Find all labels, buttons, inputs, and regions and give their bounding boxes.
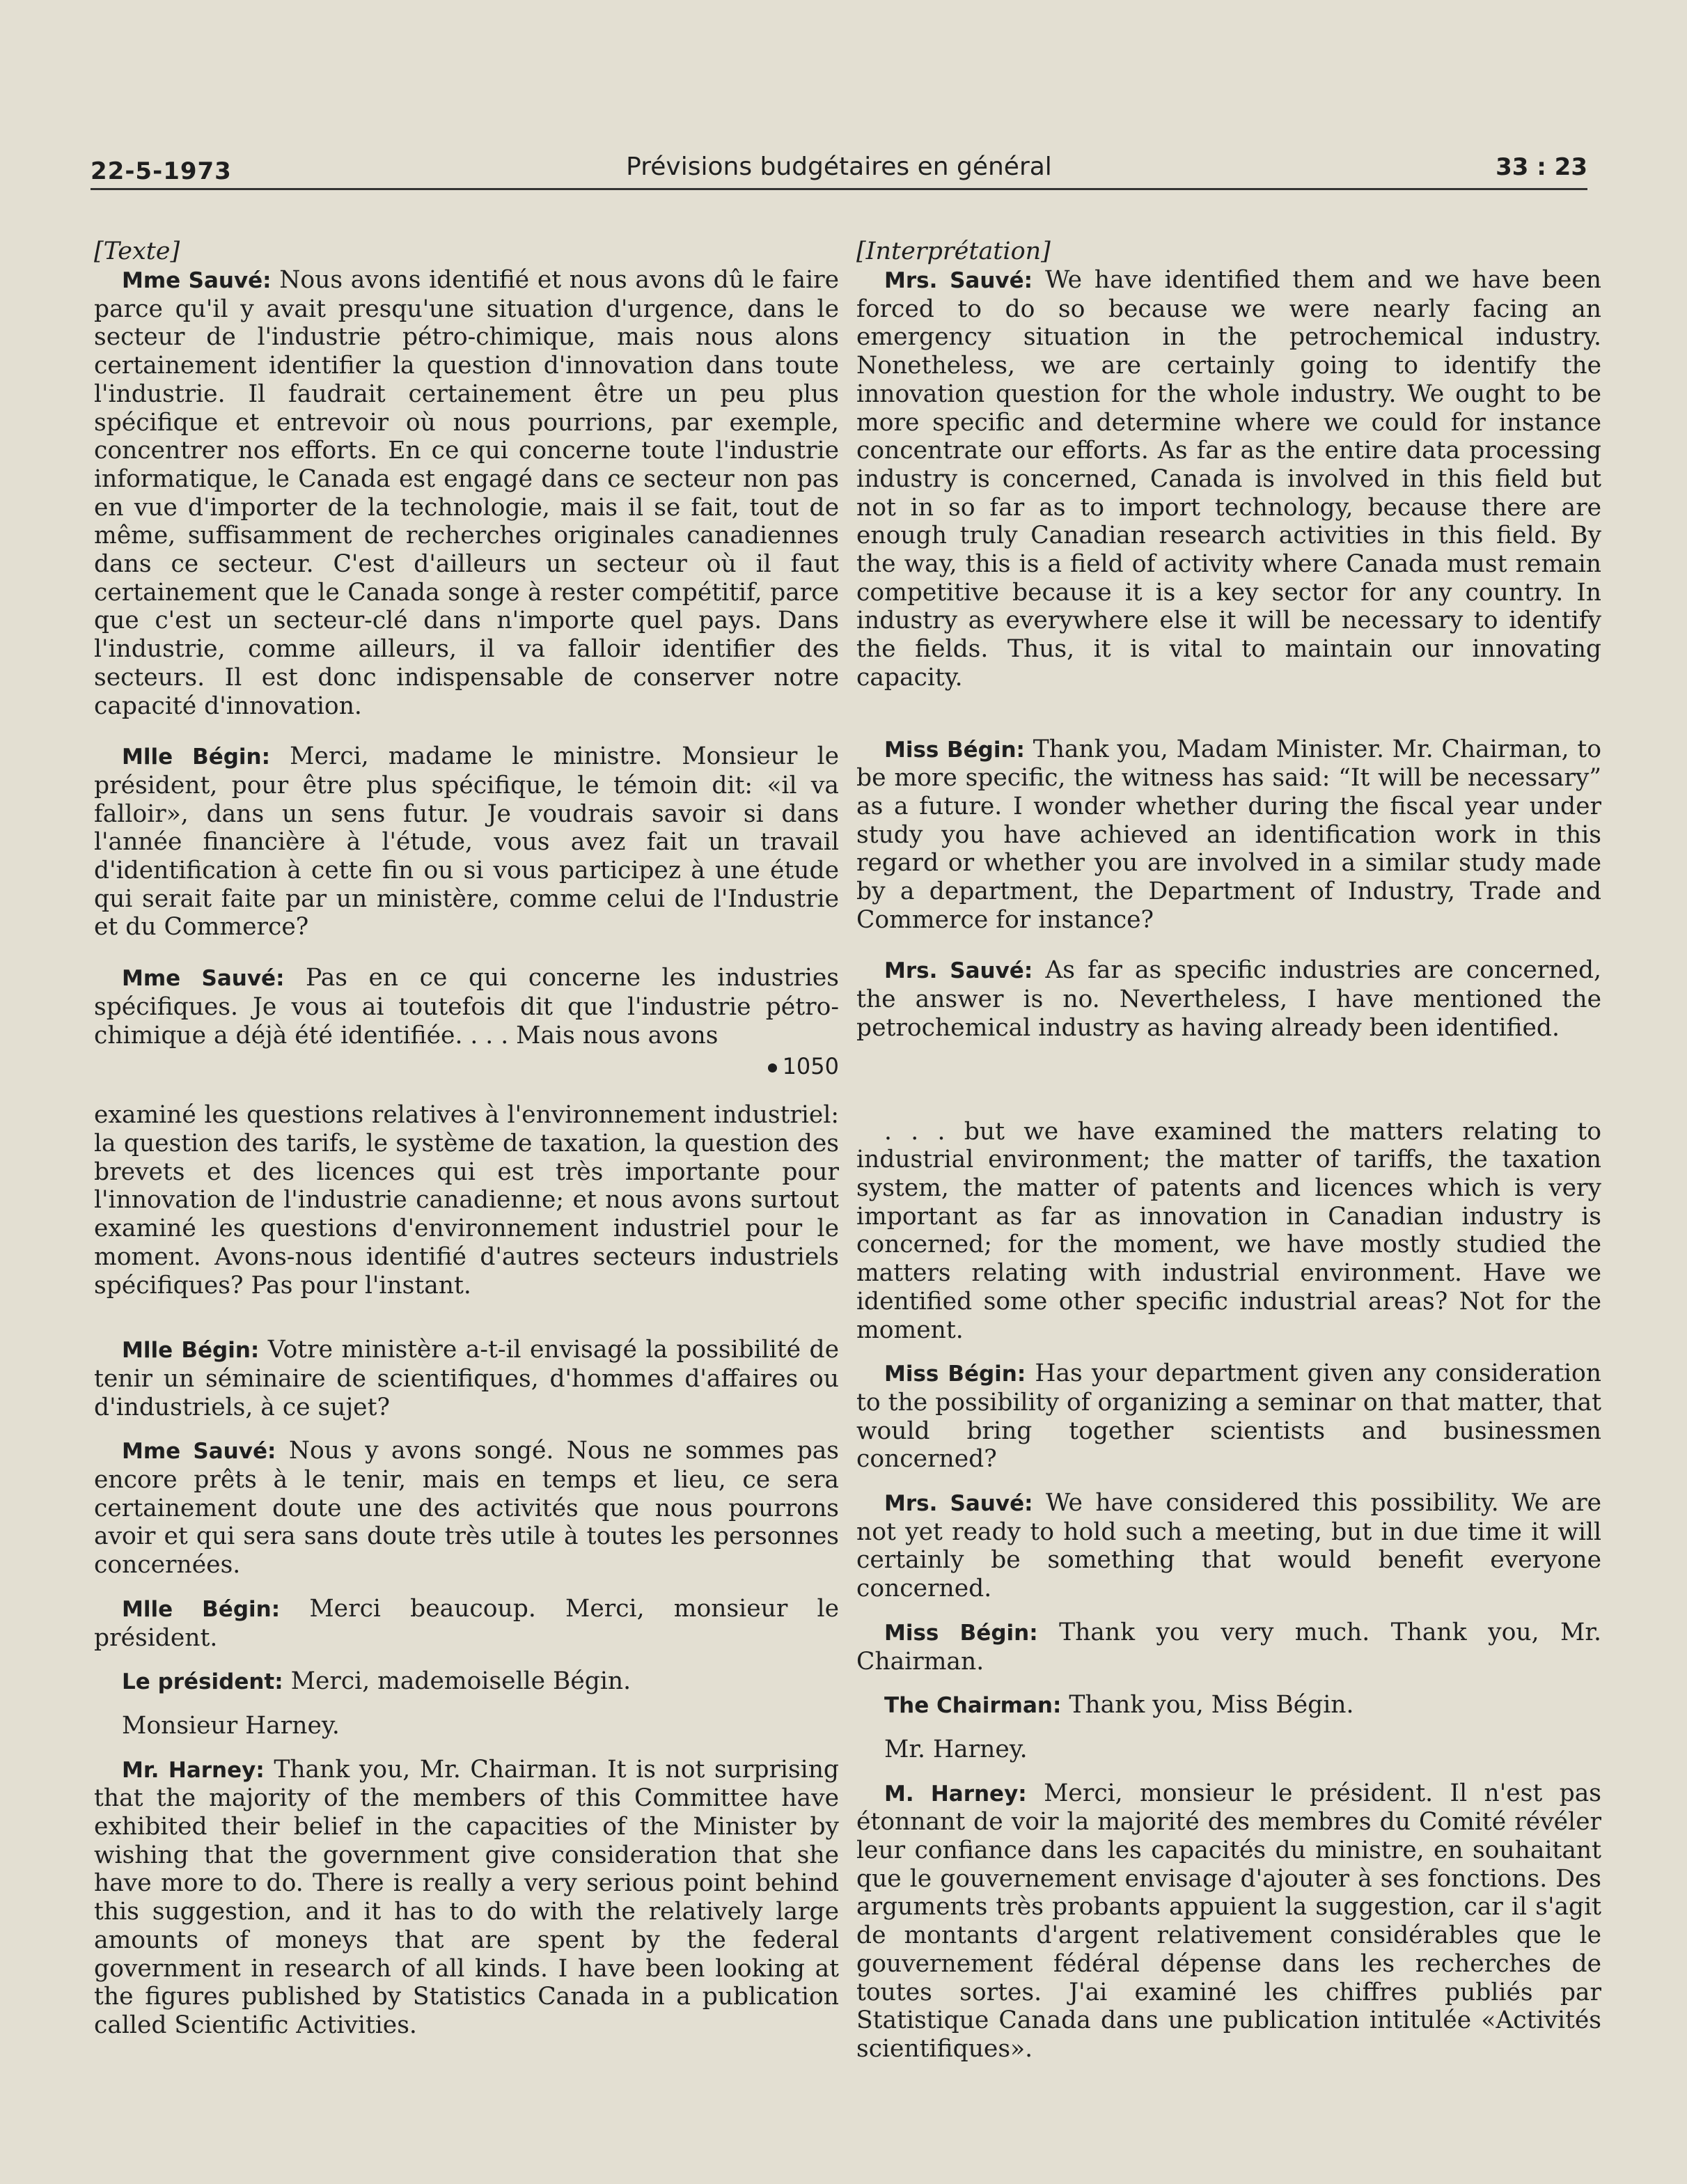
paragraph bbox=[856, 735, 1601, 935]
paragraph bbox=[94, 266, 839, 720]
paragraph-text: Pas en ce qui concerne les industries spécifiques. Je vous ai toutefois dit que l'industrie pétro-chimique a déjà été identifiée. . . . Mais nous avons bbox=[94, 964, 840, 1050]
speaker-name: Mme Sauvé: bbox=[122, 268, 272, 293]
paragraph bbox=[94, 964, 839, 1050]
paragraph bbox=[856, 1691, 1601, 1720]
paragraph bbox=[856, 266, 1601, 692]
language-tag: [Texte] bbox=[94, 237, 180, 265]
paragraph-text: Has your department given any consideration to the possibility of organizing a seminar on that matter, that would bring together scientists and businessmen concerned? bbox=[856, 1359, 1602, 1474]
speaker-name: Mlle Bégin: bbox=[122, 744, 271, 770]
paragraph-text: examiné les questions relatives à l'environnement industriel: la question des tarifs, le système de taxation, la question des brevets et des licences qui est très importante pour l'innovation de l'industrie canadienne; et nous avons surtout examiné les questions d'environnement industriel pour le moment. Avons-nous identifié d'autres secteurs industriels spécifiques? Pas pour l'instant. bbox=[94, 1101, 839, 1300]
paragraph-text: Nous y avons songé. Nous ne sommes pas encore prêts à le tenir, mais en temps et lieu, ce sera certainement doute une des activités que nous pourrons avoir et qui sera sans doute très utile à toutes les personnes concernées. bbox=[94, 1437, 839, 1580]
paragraph-text: Thank you, Madam Minister. Mr. Chairman, to be more specific, the witness has said: “It will be necessary” as a future. I wonder whether during the fiscal year under study you have achieved an identification work in this regard or whether you are involved in a similar study made by a department, the Department of Industry, Trade and Commerce for instance? bbox=[856, 735, 1602, 934]
paragraph bbox=[856, 1736, 1601, 1764]
paragraph bbox=[856, 1618, 1601, 1676]
speaker-name: Miss Bégin: bbox=[884, 1620, 1038, 1646]
paragraph bbox=[856, 1779, 1601, 2064]
speaker-name: Miss Bégin: bbox=[884, 1362, 1026, 1387]
paragraph bbox=[94, 1667, 839, 1696]
left-column bbox=[94, 237, 839, 2040]
paragraph-text: We have considered this possibility. We are not yet ready to hold such a meeting, but in due time it will certainly be something that would benefit everyone concerned. bbox=[856, 1489, 1601, 1603]
speaker-name: Mrs. Sauvé: bbox=[884, 1491, 1033, 1517]
paragraph-text: Nous avons identifié et nous avons dû le faire parce qu'il y avait presqu'une situation d'urgence, dans le secteur de l'industrie pétro-chimique, mais nous alons certainement identifier la question d'innovation dans toute l'industrie. Il faudrait certainement être un peu plus spécifique et entrevoir où nous pourrions, par exemple, concentrer nos efforts. En ce qui concerne toute l'industrie informatique, le Canada est engagé dans ce secteur non pas en vue d'importer de la technologie, mais il se fait, tout de même, suffisamment de recherches originales canadiennes dans ce secteur. C'est d'ailleurs un secteur où il faut certainement que le Canada songe à rester compétitif, parce que c'est un secteur-clé dans n'importe quel pays. Dans l'industrie, comme ailleurs, il va falloir identifier des secteurs. Il est donc indispensable de conserver notre capacité d'innovation. bbox=[94, 266, 840, 720]
paragraph-text: Votre ministère a-t-il envisagé la possibilité de tenir un séminaire de scientifiques, d'hommes d'affaires ou d'industriels, à ce sujet? bbox=[94, 1336, 840, 1421]
paragraph-text: . . . but we have examined the matters relating to industrial environment; the matter of tariffs, the taxation system, the matter of patents and licences which is very important as far as innovation in Canadian industry is concerned; for the moment, we have mostly studied the matters relating with industrial environment. Have we identified some other specific industrial areas? Not for the moment. bbox=[856, 1117, 1601, 1344]
paragraph-text: Thank you, Miss Bégin. bbox=[1069, 1691, 1354, 1719]
speaker-name: Miss Bégin: bbox=[884, 737, 1025, 763]
paragraph bbox=[856, 956, 1601, 1042]
paragraph bbox=[94, 1712, 839, 1740]
paragraph-text: As far as specific industries are concerned, the answer is no. Nevertheless, I have mentioned the petrochemical industry as having already been identified. bbox=[856, 956, 1601, 1042]
paragraph bbox=[94, 1336, 839, 1421]
paragraph bbox=[94, 1437, 839, 1580]
paragraph-text: Thank you very much. Thank you, Mr. Chairman. bbox=[856, 1618, 1601, 1676]
page-header bbox=[91, 139, 1587, 190]
time-marker-text: 1050 bbox=[782, 1053, 839, 1080]
language-tag: [Interprétation] bbox=[856, 237, 1051, 265]
speaker-name: Mrs. Sauvé: bbox=[884, 958, 1033, 984]
paragraph bbox=[856, 1489, 1601, 1603]
paragraph bbox=[94, 1101, 839, 1300]
speaker-name: The Chairman: bbox=[884, 1693, 1062, 1719]
paragraph-text: We have identified them and we have been forced to do so because we were nearly facing an emergency situation in the petrochemical industry. Nonetheless, we are certainly going to identify the innovation question for the whole industry. We ought to be more specific and determine where we could for instance concentrate our efforts. As far as the entire data processing industry is concerned, Canada is involved in this field but not in so far as to import technology, because there are enough truly Canadian research activities in this field. By the way, this is a field of activity where Canada must remain competitive because it is a key sector for any country. In industry as everywhere else it will be necessary to identify the fields. Thus, it is vital to maintain our innovating capacity. bbox=[856, 266, 1601, 692]
right-column bbox=[856, 237, 1601, 2064]
speaker-name: Mme Sauvé: bbox=[122, 966, 285, 992]
paragraph-text: Merci, monsieur le président. Il n'est pas étonnant de voir la majorité des membres du Comité révéler leur confiance dans les capacités du ministre, en souhaitant que le gouvernement envisage d'ajouter à ses fonctions. Des arguments très probants appuient la suggestion, car il s'agit de montants d'argent relativement considérables que le gouvernement fédéral dépense dans les recherches de toutes sortes. J'ai examiné les chiffres publiés par Statistique Canada dans une publication intitulée «Activités scientifiques». bbox=[856, 1779, 1601, 2063]
speaker-name: M. Harney: bbox=[884, 1781, 1027, 1807]
header-title: Prévisions budgétaires en général bbox=[626, 153, 1052, 181]
speaker-name: Mr. Harney: bbox=[122, 1757, 265, 1783]
header-page-number: 33 : 23 bbox=[1496, 153, 1587, 181]
bullet-icon bbox=[768, 1063, 777, 1072]
speaker-name: Mlle Bégin: bbox=[122, 1596, 281, 1622]
paragraph-text: Thank you, Mr. Chairman. It is not surprising that the majority of the members of this Committee have exhibited their belief in the capacities of the Minister by wishing that the government give consideration that she have more to do. There is really a very serious point behind this suggestion, and it has to do with the relatively large amounts of moneys that are spent by the federal government in research of all kinds. I have been looking at the figures published by Statistics Canada in a publication called Scientific Activities. bbox=[94, 1755, 840, 2039]
paragraph-text: Monsieur Harney. bbox=[122, 1711, 340, 1740]
paragraph bbox=[94, 1756, 839, 2040]
paragraph bbox=[94, 1595, 839, 1652]
speaker-name: Mrs. Sauvé: bbox=[884, 268, 1033, 293]
header-date: 22-5-1973 bbox=[91, 157, 232, 185]
paragraph bbox=[856, 1359, 1601, 1474]
speaker-name: Mme Sauvé: bbox=[122, 1439, 276, 1465]
paragraph-text: Merci, madame le ministre. Monsieur le président, pour être plus spécifique, le témoin dit: «il va falloir», dans un sens futur. Je voudrais savoir si dans l'année financière à l'étude, vous avez fait un travail d'identification à cette fin ou si vous participez à une étude qui serait faite par un ministère, comme celui de l'Industrie et du Commerce? bbox=[94, 742, 839, 942]
time-marker bbox=[94, 1052, 839, 1080]
paragraph bbox=[856, 1118, 1601, 1345]
paragraph-text: Merci, mademoiselle Bégin. bbox=[290, 1667, 631, 1696]
paragraph bbox=[94, 742, 839, 942]
paragraph-text: Merci beaucoup. Merci, monsieur le président. bbox=[94, 1594, 839, 1652]
speaker-name: Mlle Bégin: bbox=[122, 1338, 260, 1364]
speaker-name: Le président: bbox=[122, 1669, 283, 1695]
paragraph-text: Mr. Harney. bbox=[884, 1735, 1028, 1763]
